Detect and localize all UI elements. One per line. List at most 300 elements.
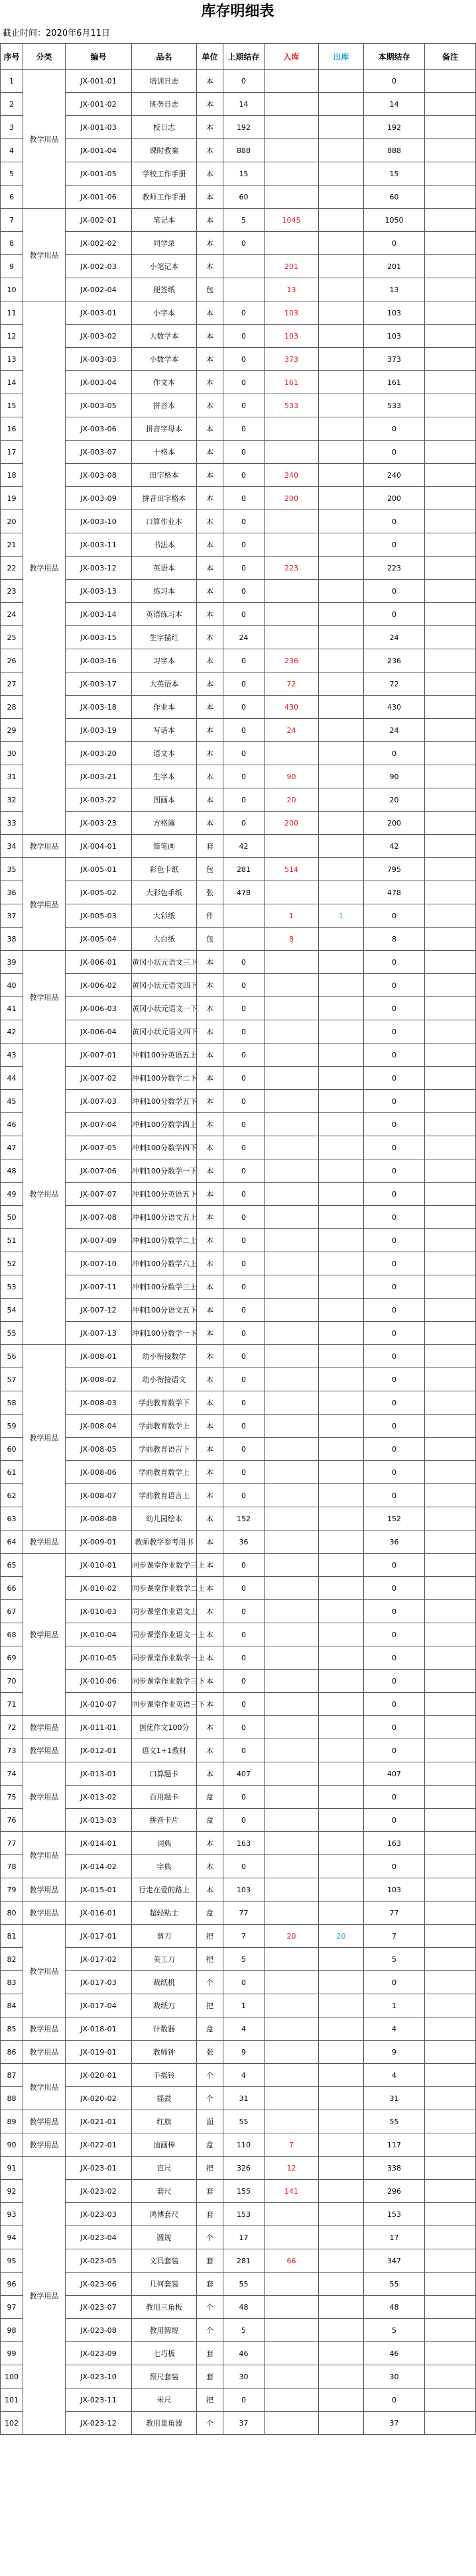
cell-unit[interactable]: 个: [197, 2412, 223, 2435]
cell-stock-in[interactable]: [265, 1739, 319, 1762]
cell-seq[interactable]: 55: [1, 1322, 23, 1345]
cell-prev-balance[interactable]: 0: [223, 1739, 265, 1762]
cell-name[interactable]: 学校工作手册: [132, 162, 197, 186]
cell-current-balance[interactable]: 0: [364, 1577, 425, 1600]
cell-stock-in[interactable]: [265, 70, 319, 93]
cell-category[interactable]: 教学用品: [23, 1345, 66, 1530]
cell-prev-balance[interactable]: 0: [223, 1577, 265, 1600]
cell-remarks[interactable]: [425, 1670, 476, 1693]
cell-current-balance[interactable]: 0: [364, 997, 425, 1020]
cell-remarks[interactable]: [425, 1902, 476, 1925]
cell-current-balance[interactable]: 0: [364, 1716, 425, 1739]
cell-stock-out[interactable]: [319, 2017, 364, 2041]
cell-code[interactable]: JX-003-09: [66, 487, 132, 510]
cell-seq[interactable]: 94: [1, 2226, 23, 2249]
cell-current-balance[interactable]: 478: [364, 881, 425, 904]
cell-code[interactable]: JX-003-16: [66, 649, 132, 672]
cell-unit[interactable]: 本: [197, 649, 223, 672]
cell-prev-balance[interactable]: 0: [223, 672, 265, 696]
cell-prev-balance[interactable]: 24: [223, 626, 265, 649]
cell-code[interactable]: JX-002-01: [66, 209, 132, 232]
cell-stock-out[interactable]: [319, 1345, 364, 1368]
cell-prev-balance[interactable]: 0: [223, 487, 265, 510]
cell-seq[interactable]: 91: [1, 2157, 23, 2180]
cell-stock-out[interactable]: [319, 2388, 364, 2412]
cell-name[interactable]: 裁纸机: [132, 1971, 197, 1994]
cell-current-balance[interactable]: 14: [364, 93, 425, 116]
cell-name[interactable]: 笔记本: [132, 209, 197, 232]
cell-stock-out[interactable]: [319, 812, 364, 835]
cell-seq[interactable]: 17: [1, 441, 23, 464]
cell-code[interactable]: JX-001-04: [66, 139, 132, 162]
cell-prev-balance[interactable]: 0: [223, 348, 265, 371]
cell-name[interactable]: 教师工作手册: [132, 186, 197, 209]
cell-current-balance[interactable]: 236: [364, 649, 425, 672]
cell-stock-in[interactable]: 1045: [265, 209, 319, 232]
cell-remarks[interactable]: [425, 1275, 476, 1299]
cell-prev-balance[interactable]: 0: [223, 997, 265, 1020]
cell-remarks[interactable]: [425, 580, 476, 603]
cell-name[interactable]: 黄冈小状元语文一下: [132, 997, 197, 1020]
cell-stock-in[interactable]: 514: [265, 858, 319, 881]
cell-stock-in[interactable]: [265, 1762, 319, 1786]
cell-current-balance[interactable]: 373: [364, 348, 425, 371]
cell-unit[interactable]: 本: [197, 1159, 223, 1183]
cell-current-balance[interactable]: 24: [364, 719, 425, 742]
cell-name[interactable]: 词典: [132, 1832, 197, 1855]
cell-stock-in[interactable]: [265, 1113, 319, 1136]
cell-seq[interactable]: 10: [1, 278, 23, 301]
cell-current-balance[interactable]: 0: [364, 1855, 425, 1878]
cell-remarks[interactable]: [425, 2273, 476, 2296]
cell-unit[interactable]: 本: [197, 348, 223, 371]
cell-stock-in[interactable]: [265, 232, 319, 255]
cell-name[interactable]: 语文1+1教材: [132, 1739, 197, 1762]
cell-remarks[interactable]: [425, 557, 476, 580]
cell-code[interactable]: JX-001-03: [66, 116, 132, 139]
cell-unit[interactable]: 本: [197, 1832, 223, 1855]
header-seq[interactable]: 序号: [1, 44, 23, 70]
cell-code[interactable]: JX-001-06: [66, 186, 132, 209]
cell-unit[interactable]: 本: [197, 371, 223, 394]
cell-code[interactable]: JX-010-03: [66, 1600, 132, 1623]
cell-unit[interactable]: 套: [197, 2249, 223, 2273]
cell-remarks[interactable]: [425, 928, 476, 951]
cell-unit[interactable]: 盒: [197, 1786, 223, 1809]
cell-current-balance[interactable]: 888: [364, 139, 425, 162]
cell-unit[interactable]: 本: [197, 557, 223, 580]
cell-stock-out[interactable]: [319, 116, 364, 139]
cell-category[interactable]: 教学用品: [23, 1832, 66, 1878]
cell-seq[interactable]: 37: [1, 904, 23, 928]
cell-current-balance[interactable]: 0: [364, 1020, 425, 1044]
cell-current-balance[interactable]: 30: [364, 2365, 425, 2388]
cell-prev-balance[interactable]: 0: [223, 649, 265, 672]
cell-name[interactable]: 同学录: [132, 232, 197, 255]
cell-remarks[interactable]: [425, 2365, 476, 2388]
cell-unit[interactable]: 本: [197, 1136, 223, 1159]
cell-current-balance[interactable]: 60: [364, 186, 425, 209]
cell-unit[interactable]: 本: [197, 1229, 223, 1252]
cell-code[interactable]: JX-023-04: [66, 2226, 132, 2249]
cell-name[interactable]: 摇鼓: [132, 2087, 197, 2110]
cell-seq[interactable]: 51: [1, 1229, 23, 1252]
cell-prev-balance[interactable]: 7: [223, 1925, 265, 1948]
cell-stock-in[interactable]: [265, 1832, 319, 1855]
cell-code[interactable]: JX-008-08: [66, 1507, 132, 1530]
cell-stock-in[interactable]: [265, 974, 319, 997]
cell-current-balance[interactable]: 0: [364, 1646, 425, 1670]
cell-prev-balance[interactable]: 31: [223, 2087, 265, 2110]
cell-prev-balance[interactable]: 48: [223, 2296, 265, 2319]
cell-name[interactable]: 大彩纸: [132, 904, 197, 928]
header-unit[interactable]: 单位: [197, 44, 223, 70]
cell-seq[interactable]: 56: [1, 1345, 23, 1368]
cell-current-balance[interactable]: 0: [364, 1229, 425, 1252]
cell-code[interactable]: JX-008-03: [66, 1391, 132, 1415]
cell-stock-in[interactable]: 24: [265, 719, 319, 742]
cell-category[interactable]: 教学用品: [23, 2017, 66, 2041]
cell-remarks[interactable]: [425, 1299, 476, 1322]
cell-code[interactable]: JX-010-04: [66, 1623, 132, 1646]
cell-name[interactable]: 套尺: [132, 2180, 197, 2203]
cell-unit[interactable]: 本: [197, 209, 223, 232]
cell-current-balance[interactable]: 0: [364, 1345, 425, 1368]
cell-code[interactable]: JX-017-02: [66, 1948, 132, 1971]
cell-name[interactable]: 学前教育数学上: [132, 1461, 197, 1484]
cell-name[interactable]: 裁纸刀: [132, 1994, 197, 2017]
cell-code[interactable]: JX-015-01: [66, 1878, 132, 1902]
cell-seq[interactable]: 68: [1, 1623, 23, 1646]
cell-unit[interactable]: 盒: [197, 2017, 223, 2041]
cell-stock-in[interactable]: 12: [265, 2157, 319, 2180]
cell-remarks[interactable]: [425, 2342, 476, 2365]
cell-seq[interactable]: 26: [1, 649, 23, 672]
cell-stock-in[interactable]: [265, 2110, 319, 2133]
cell-stock-in[interactable]: [265, 1252, 319, 1275]
cell-stock-in[interactable]: [265, 1229, 319, 1252]
cell-stock-in[interactable]: 103: [265, 301, 319, 325]
cell-stock-out[interactable]: [319, 580, 364, 603]
cell-stock-out[interactable]: [319, 1902, 364, 1925]
cell-prev-balance[interactable]: 110: [223, 2133, 265, 2157]
cell-stock-out[interactable]: [319, 1786, 364, 1809]
cell-seq[interactable]: 78: [1, 1855, 23, 1878]
cell-prev-balance[interactable]: 0: [223, 1786, 265, 1809]
cell-current-balance[interactable]: 0: [364, 1600, 425, 1623]
cell-stock-out[interactable]: [319, 93, 364, 116]
cell-prev-balance[interactable]: 0: [223, 1484, 265, 1507]
cell-unit[interactable]: 套: [197, 2180, 223, 2203]
cell-stock-out[interactable]: [319, 1809, 364, 1832]
cell-stock-out[interactable]: [319, 2041, 364, 2064]
cell-code[interactable]: JX-023-08: [66, 2319, 132, 2342]
cell-remarks[interactable]: [425, 1252, 476, 1275]
cell-unit[interactable]: 本: [197, 1067, 223, 1090]
cell-current-balance[interactable]: 46: [364, 2342, 425, 2365]
cell-unit[interactable]: 本: [197, 1693, 223, 1716]
cell-stock-in[interactable]: 430: [265, 696, 319, 719]
cell-prev-balance[interactable]: 0: [223, 1461, 265, 1484]
cell-prev-balance[interactable]: 14: [223, 93, 265, 116]
cell-name[interactable]: 书法本: [132, 533, 197, 557]
cell-remarks[interactable]: [425, 1438, 476, 1461]
cell-seq[interactable]: 77: [1, 1832, 23, 1855]
cell-unit[interactable]: 套: [197, 2365, 223, 2388]
cell-prev-balance[interactable]: 0: [223, 1067, 265, 1090]
cell-current-balance[interactable]: 0: [364, 232, 425, 255]
cell-name[interactable]: 冲刺100分数学四下: [132, 1136, 197, 1159]
cell-stock-in[interactable]: [265, 1206, 319, 1229]
cell-code[interactable]: JX-007-13: [66, 1322, 132, 1345]
cell-stock-out[interactable]: [319, 301, 364, 325]
cell-unit[interactable]: 盒: [197, 1809, 223, 1832]
cell-name[interactable]: 图画本: [132, 788, 197, 812]
cell-prev-balance[interactable]: 0: [223, 951, 265, 974]
cell-unit[interactable]: 盒: [197, 1902, 223, 1925]
cell-seq[interactable]: 39: [1, 951, 23, 974]
cell-prev-balance[interactable]: 0: [223, 580, 265, 603]
cell-stock-out[interactable]: [319, 2203, 364, 2226]
cell-stock-out[interactable]: [319, 2087, 364, 2110]
cell-unit[interactable]: 本: [197, 487, 223, 510]
cell-stock-in[interactable]: [265, 1415, 319, 1438]
cell-stock-in[interactable]: [265, 1902, 319, 1925]
cell-unit[interactable]: 本: [197, 1113, 223, 1136]
cell-seq[interactable]: 40: [1, 974, 23, 997]
cell-code[interactable]: JX-018-01: [66, 2017, 132, 2041]
cell-unit[interactable]: 本: [197, 1554, 223, 1577]
cell-prev-balance[interactable]: 36: [223, 1530, 265, 1554]
header-current-balance[interactable]: 本期结存: [364, 44, 425, 70]
cell-seq[interactable]: 2: [1, 93, 23, 116]
cell-current-balance[interactable]: 0: [364, 441, 425, 464]
header-name[interactable]: 品名: [132, 44, 197, 70]
cell-stock-in[interactable]: [265, 1183, 319, 1206]
cell-stock-out[interactable]: [319, 1090, 364, 1113]
cell-current-balance[interactable]: 0: [364, 1252, 425, 1275]
cell-category[interactable]: 教学用品: [23, 209, 66, 301]
cell-prev-balance[interactable]: 0: [223, 696, 265, 719]
cell-prev-balance[interactable]: 281: [223, 2249, 265, 2273]
cell-code[interactable]: JX-023-05: [66, 2249, 132, 2273]
cell-unit[interactable]: 把: [197, 2388, 223, 2412]
cell-current-balance[interactable]: 24: [364, 626, 425, 649]
cell-stock-out[interactable]: [319, 2249, 364, 2273]
cell-seq[interactable]: 22: [1, 557, 23, 580]
cell-seq[interactable]: 70: [1, 1670, 23, 1693]
cell-prev-balance[interactable]: [223, 255, 265, 278]
cell-remarks[interactable]: [425, 2064, 476, 2087]
cell-stock-in[interactable]: [265, 1971, 319, 1994]
cell-stock-in[interactable]: [265, 2041, 319, 2064]
cell-unit[interactable]: 本: [197, 186, 223, 209]
cell-code[interactable]: JX-023-10: [66, 2365, 132, 2388]
cell-remarks[interactable]: [425, 1368, 476, 1391]
cell-stock-in[interactable]: [265, 1530, 319, 1554]
cell-seq[interactable]: 29: [1, 719, 23, 742]
cell-remarks[interactable]: [425, 441, 476, 464]
cell-prev-balance[interactable]: 15: [223, 162, 265, 186]
cell-code[interactable]: JX-016-01: [66, 1902, 132, 1925]
cell-current-balance[interactable]: 240: [364, 464, 425, 487]
cell-prev-balance[interactable]: 0: [223, 1322, 265, 1345]
cell-seq[interactable]: 46: [1, 1113, 23, 1136]
cell-remarks[interactable]: [425, 2041, 476, 2064]
cell-unit[interactable]: 本: [197, 696, 223, 719]
cell-name[interactable]: 行走在爱的路上: [132, 1878, 197, 1902]
cell-current-balance[interactable]: 117: [364, 2133, 425, 2157]
cell-seq[interactable]: 32: [1, 788, 23, 812]
cell-stock-in[interactable]: [265, 1345, 319, 1368]
cell-name[interactable]: 鸿博套尺: [132, 2203, 197, 2226]
cell-seq[interactable]: 12: [1, 325, 23, 348]
cell-category[interactable]: 教学用品: [23, 2133, 66, 2157]
cell-seq[interactable]: 87: [1, 2064, 23, 2087]
cell-unit[interactable]: 本: [197, 1507, 223, 1530]
cell-name[interactable]: 冲刺100分英语五下: [132, 1183, 197, 1206]
cell-name[interactable]: 大白纸: [132, 928, 197, 951]
cell-name[interactable]: 大数学本: [132, 325, 197, 348]
cell-code[interactable]: JX-003-15: [66, 626, 132, 649]
cell-current-balance[interactable]: 36: [364, 1530, 425, 1554]
cell-name[interactable]: 拼音田字格本: [132, 487, 197, 510]
cell-stock-out[interactable]: [319, 1113, 364, 1136]
cell-remarks[interactable]: [425, 1739, 476, 1762]
cell-stock-in[interactable]: [265, 1623, 319, 1646]
cell-name[interactable]: 拼音字母本: [132, 417, 197, 441]
cell-prev-balance[interactable]: 55: [223, 2273, 265, 2296]
cell-remarks[interactable]: [425, 696, 476, 719]
cell-unit[interactable]: 本: [197, 580, 223, 603]
cell-code[interactable]: JX-003-11: [66, 533, 132, 557]
cell-current-balance[interactable]: 55: [364, 2273, 425, 2296]
cell-seq[interactable]: 52: [1, 1252, 23, 1275]
cell-remarks[interactable]: [425, 2388, 476, 2412]
cell-prev-balance[interactable]: 46: [223, 2342, 265, 2365]
cell-prev-balance[interactable]: 0: [223, 1855, 265, 1878]
cell-stock-out[interactable]: [319, 1762, 364, 1786]
cell-name[interactable]: 方格簿: [132, 812, 197, 835]
cell-seq[interactable]: 97: [1, 2296, 23, 2319]
cell-remarks[interactable]: [425, 139, 476, 162]
header-code[interactable]: 编号: [66, 44, 132, 70]
cell-stock-out[interactable]: [319, 139, 364, 162]
cell-name[interactable]: 冲刺100分数学二上: [132, 1229, 197, 1252]
cell-code[interactable]: JX-017-01: [66, 1925, 132, 1948]
cell-code[interactable]: JX-023-09: [66, 2342, 132, 2365]
cell-name[interactable]: 黄冈小状元语文四下: [132, 974, 197, 997]
cell-seq[interactable]: 15: [1, 394, 23, 417]
cell-name[interactable]: 同步课堂作业语文一上: [132, 1623, 197, 1646]
cell-name[interactable]: 直尺: [132, 2157, 197, 2180]
cell-unit[interactable]: 本: [197, 1183, 223, 1206]
cell-prev-balance[interactable]: 0: [223, 812, 265, 835]
cell-stock-out[interactable]: [319, 1322, 364, 1345]
cell-remarks[interactable]: [425, 904, 476, 928]
cell-current-balance[interactable]: 7: [364, 1925, 425, 1948]
cell-name[interactable]: 学前教育数学上: [132, 1415, 197, 1438]
cell-stock-in[interactable]: [265, 2319, 319, 2342]
cell-unit[interactable]: 本: [197, 742, 223, 765]
cell-prev-balance[interactable]: 888: [223, 139, 265, 162]
cell-code[interactable]: JX-003-17: [66, 672, 132, 696]
cell-remarks[interactable]: [425, 464, 476, 487]
cell-remarks[interactable]: [425, 1391, 476, 1415]
cell-name[interactable]: 文具套装: [132, 2249, 197, 2273]
cell-stock-out[interactable]: [319, 2157, 364, 2180]
cell-remarks[interactable]: [425, 603, 476, 626]
cell-stock-out[interactable]: [319, 510, 364, 533]
cell-prev-balance[interactable]: 5: [223, 2319, 265, 2342]
cell-stock-in[interactable]: [265, 1484, 319, 1507]
header-category[interactable]: 分类: [23, 44, 66, 70]
cell-code[interactable]: JX-003-13: [66, 580, 132, 603]
cell-stock-in[interactable]: 240: [265, 464, 319, 487]
cell-prev-balance[interactable]: 60: [223, 186, 265, 209]
cell-name[interactable]: 小字本: [132, 301, 197, 325]
cell-unit[interactable]: 本: [197, 162, 223, 186]
cell-prev-balance[interactable]: 0: [223, 1554, 265, 1577]
cell-remarks[interactable]: [425, 533, 476, 557]
cell-code[interactable]: JX-008-01: [66, 1345, 132, 1368]
cell-prev-balance[interactable]: 103: [223, 1878, 265, 1902]
cell-prev-balance[interactable]: 407: [223, 1762, 265, 1786]
cell-category[interactable]: 教学用品: [23, 1554, 66, 1716]
cell-stock-in[interactable]: [265, 580, 319, 603]
cell-name[interactable]: 同步课堂作业数学二上: [132, 1577, 197, 1600]
cell-unit[interactable]: 本: [197, 626, 223, 649]
cell-remarks[interactable]: [425, 1832, 476, 1855]
cell-remarks[interactable]: [425, 1345, 476, 1368]
cell-code[interactable]: JX-007-08: [66, 1206, 132, 1229]
cell-unit[interactable]: 个: [197, 1971, 223, 1994]
cell-seq[interactable]: 71: [1, 1693, 23, 1716]
cell-stock-in[interactable]: [265, 1554, 319, 1577]
cell-seq[interactable]: 30: [1, 742, 23, 765]
cell-current-balance[interactable]: 192: [364, 116, 425, 139]
cell-prev-balance[interactable]: 77: [223, 1902, 265, 1925]
cell-remarks[interactable]: [425, 2180, 476, 2203]
cell-seq[interactable]: 25: [1, 626, 23, 649]
cell-code[interactable]: JX-008-02: [66, 1368, 132, 1391]
cell-prev-balance[interactable]: 37: [223, 2412, 265, 2435]
cell-code[interactable]: JX-022-01: [66, 2133, 132, 2157]
cell-name[interactable]: 幼儿园绘本: [132, 1507, 197, 1530]
header-stock-out[interactable]: 出库: [319, 44, 364, 70]
cell-remarks[interactable]: [425, 394, 476, 417]
cell-current-balance[interactable]: 9: [364, 2041, 425, 2064]
cell-unit[interactable]: 本: [197, 1577, 223, 1600]
cell-seq[interactable]: 18: [1, 464, 23, 487]
cell-remarks[interactable]: [425, 209, 476, 232]
cell-unit[interactable]: 本: [197, 1206, 223, 1229]
cell-name[interactable]: 教用三角板: [132, 2296, 197, 2319]
cell-category[interactable]: 教学用品: [23, 835, 66, 858]
cell-seq[interactable]: 99: [1, 2342, 23, 2365]
cell-remarks[interactable]: [425, 2296, 476, 2319]
cell-stock-out[interactable]: [319, 765, 364, 788]
cell-code[interactable]: JX-003-01: [66, 301, 132, 325]
cell-name[interactable]: 生字本: [132, 765, 197, 788]
cell-stock-in[interactable]: [265, 2017, 319, 2041]
cell-name[interactable]: 简笔画: [132, 835, 197, 858]
cell-stock-in[interactable]: [265, 1090, 319, 1113]
cell-prev-balance[interactable]: 0: [223, 1229, 265, 1252]
cell-seq[interactable]: 60: [1, 1438, 23, 1461]
cell-remarks[interactable]: [425, 1183, 476, 1206]
cell-stock-in[interactable]: 90: [265, 765, 319, 788]
